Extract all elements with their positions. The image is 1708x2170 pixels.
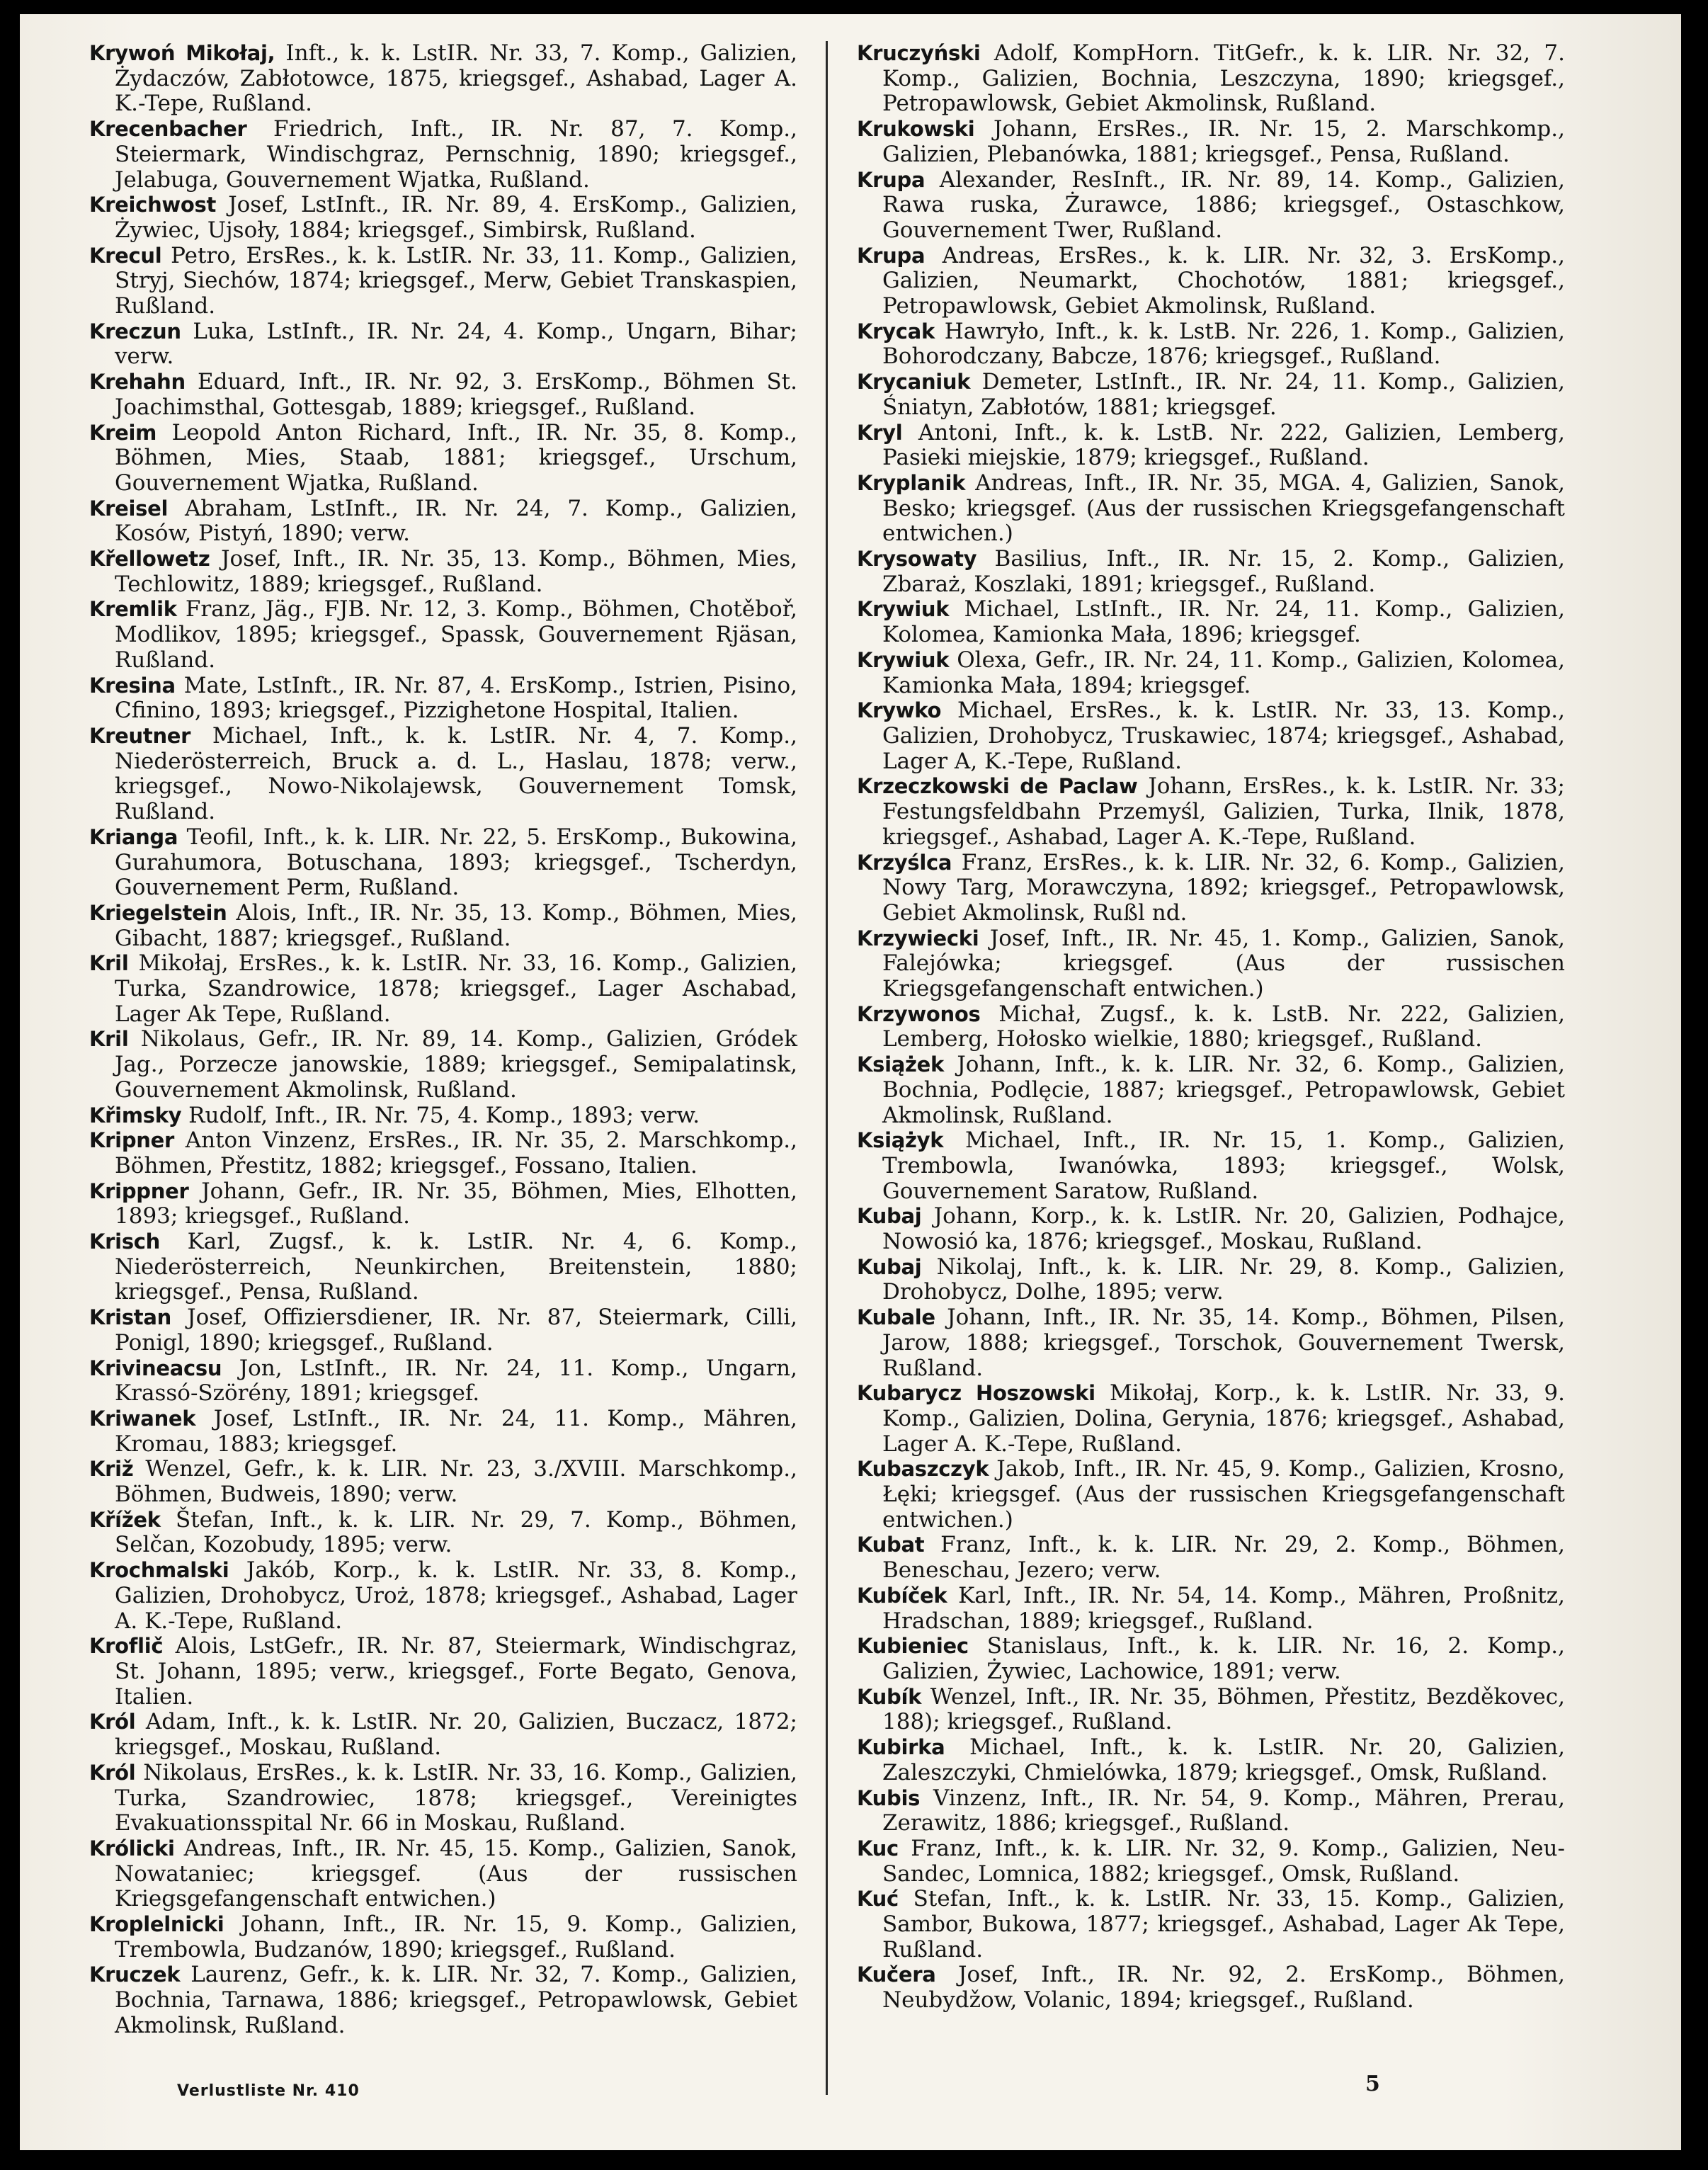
casualty-entry <box>857 168 1565 244</box>
casualty-entry <box>89 1508 797 1558</box>
entry-details: Franz, ErsRes., k. k. LIR. Nr. 32, 6. Komp., Galizien, Nowy Targ, Morawczyna, 1892; kriegsgef., Petropawlowsk, Gebiet Akmolinsk, Rußl nd. <box>882 849 1565 926</box>
entry-details: Hawryło, Inft., k. k. LstB. Nr. 226, 1. Komp., Galizien, Bohorodczany, Babcze, 1876; kriegsgef., Rußland. <box>882 318 1565 370</box>
entry-surname: Krochmalski <box>89 1558 229 1583</box>
entry-surname: Krycak <box>857 319 935 343</box>
entry-details: Alois, LstGefr., IR. Nr. 87, Steiermark, Windischgraz, St. Johann, 1895; verw., kriegsgef., Forte Begato, Genova, Italien. <box>115 1633 797 1710</box>
entry-surname: Kruczyński <box>857 41 981 65</box>
entry-details: Wenzel, Gefr., k. k. LIR. Nr. 23, 3./XVIII. Marschkomp., Böhmen, Budweis, 1890; verw. <box>115 1456 797 1508</box>
casualty-entry <box>857 698 1565 774</box>
entry-surname: Kreutner <box>89 723 191 748</box>
casualty-entry <box>89 193 797 243</box>
casualty-entry <box>857 851 1565 926</box>
casualty-entry <box>89 1558 797 1634</box>
casualty-entry <box>89 496 797 547</box>
entry-surname: Kubíček <box>857 1583 947 1608</box>
entry-details: Johann, Korp., k. k. LstIR. Nr. 20, Galizien, Podhajce, Nowosió ka, 1876; kriegsgef., Moskau, Rußland. <box>882 1203 1565 1255</box>
casualty-entry <box>857 1052 1565 1128</box>
casualty-entry <box>857 1128 1565 1204</box>
entry-surname: Kruczek <box>89 1962 181 1987</box>
casualty-entry <box>857 1735 1565 1785</box>
entry-details: Josef, Inft., IR. Nr. 45, 1. Komp., Galizien, Sanok, Falejówka; kriegsgef. (Aus der russischen Kriegsgefangenschaft entwichen.) <box>882 925 1565 1002</box>
entry-surname: Kubaszczyk <box>857 1457 989 1482</box>
entry-surname: Kryl <box>857 420 903 445</box>
casualty-entry <box>89 370 797 420</box>
entry-details: Andreas, Inft., IR. Nr. 35, MGA. 4, Galizien, Sanok, Besko; kriegsgef. (Aus der russischen Kriegsgefangenschaft entwichen.) <box>882 470 1565 547</box>
casualty-entry <box>89 421 797 496</box>
casualty-entry <box>857 244 1565 319</box>
entry-surname: Kubarycz Hoszowski <box>857 1381 1095 1406</box>
entry-details: Mikołaj, ErsRes., k. k. LstIR. Nr. 33, 16. Komp., Galizien, Turka, Szandrowice, 1878; kriegsgef., Lager Aschabad, Lager Ak Tepe, Rußland. <box>115 950 797 1027</box>
casualty-entry <box>857 1962 1565 2013</box>
casualty-entry <box>89 1962 797 2038</box>
scan-border-top <box>0 0 1708 14</box>
casualty-entry <box>857 1533 1565 1583</box>
entry-details: Adam, Inft., k. k. LstIR. Nr. 20, Galizien, Buczacz, 1872; kriegsgef., Moskau, Rußland. <box>115 1709 797 1761</box>
entry-surname: Kubík <box>857 1684 922 1709</box>
entry-details: Franz, Inft., k. k. LIR. Nr. 32, 9. Komp., Galizien, Neu-Sandec, Lomnica, 1882; kriegsgef., Omsk, Rußland. <box>882 1835 1565 1887</box>
entry-details: Antoni, Inft., k. k. LstB. Nr. 222, Galizien, Lemberg, Pasieki miejskie, 1879; kriegsgef., Rußland. <box>882 419 1565 471</box>
entry-surname: Krywoń Mikołaj, <box>89 41 275 65</box>
casualty-entry <box>857 319 1565 370</box>
entry-surname: Kremlik <box>89 597 177 622</box>
entry-details: Eduard, Inft., IR. Nr. 92, 3. ErsKomp., Böhmen St. Joachimsthal, Gottesgab, 1889; kriegsgef., Rußland. <box>115 369 797 420</box>
entry-details: Alois, Inft., IR. Nr. 35, 13. Komp., Böhmen, Mies, Gibacht, 1887; kriegsgef., Rußland. <box>115 899 797 951</box>
entry-details: Michael, Inft., k. k. LstIR. Nr. 4, 7. Komp., Niederösterreich, Bruck a. d. L., Haslau, 1878; verw., kriegsgef., Nowo-Nikolajewsk, Gouvernement Tomsk, Rußland. <box>115 722 797 825</box>
entry-surname: Kubaj <box>857 1254 922 1279</box>
casualty-entry <box>857 1786 1565 1836</box>
entry-surname: Krivineacsu <box>89 1356 222 1380</box>
left-column <box>89 41 797 2039</box>
entry-surname: Kryplanik <box>857 470 966 495</box>
entry-surname: Król <box>89 1760 136 1785</box>
entry-details: Johann, Gefr., IR. Nr. 35, Böhmen, Mies, Elhotten, 1893; kriegsgef., Rußland. <box>115 1178 797 1229</box>
casualty-entry <box>89 244 797 319</box>
casualty-entry <box>89 724 797 825</box>
casualty-entry <box>857 1381 1565 1457</box>
column-divider <box>826 41 828 2095</box>
casualty-entry <box>89 1103 797 1129</box>
entry-surname: Kreichwost <box>89 193 217 217</box>
casualty-entry <box>89 1710 797 1760</box>
scan-border-left <box>0 0 20 2170</box>
casualty-entry <box>89 597 797 673</box>
entry-details: Josef, Offiziersdiener, IR. Nr. 87, Steiermark, Cilli, Ponigl, 1890; kriegsgef., Rußland. <box>115 1305 797 1356</box>
entry-details: Karl, Zugsf., k. k. LstIR. Nr. 4, 6. Komp., Niederösterreich, Neunkirchen, Breitenstein, 1880; kriegsgef., Pensa, Rußland. <box>115 1229 797 1305</box>
entry-details: Josef, LstInft., IR. Nr. 89, 4. ErsKomp., Galizien, Żywiec, Ujsoły, 1884; kriegsgef., Simbirsk, Rußland. <box>115 192 797 243</box>
entry-details: Stefan, Inft., k. k. LstIR. Nr. 33, 15. Komp., Galizien, Sambor, Bukowa, 1877; kriegsgef., Ashabad, Lager Ak Tepe, Rußland. <box>882 1886 1565 1962</box>
entry-surname: Kubaj <box>857 1204 922 1229</box>
casualty-entry <box>857 117 1565 167</box>
entry-details: Adolf, KompHorn. TitGefr., k. k. LIR. Nr. 32, 7. Komp., Galizien, Bochnia, Leszczyna, 1890; kriegsgef., Petropawlowsk, Gebiet Akmolinsk, Rußland. <box>882 40 1565 117</box>
entry-surname: Kubale <box>857 1305 935 1330</box>
entry-surname: Kubat <box>857 1533 925 1557</box>
entry-surname: Kroplelnicki <box>89 1912 224 1937</box>
entry-surname: Kuć <box>857 1887 899 1911</box>
entry-surname: Kripner <box>89 1128 174 1153</box>
entry-surname: Kriwanek <box>89 1406 196 1431</box>
casualty-entry <box>89 1761 797 1836</box>
entry-surname: Kristan <box>89 1305 171 1330</box>
entry-details: Michael, Inft., IR. Nr. 15, 1. Komp., Galizien, Trembowla, Iwanówka, 1893; kriegsgef., Wolsk, Gouvernement Saratow, Rußland. <box>882 1127 1565 1204</box>
entry-details: Alexander, ResInft., IR. Nr. 89, 14. Komp., Galizien, Rawa ruska, Żurawce, 1886; kriegsgef., Ostaschkow, Gouvernement Twer, Rußland. <box>882 166 1565 243</box>
entry-surname: Krzyślca <box>857 850 952 875</box>
entry-surname: Krupa <box>857 167 926 192</box>
entry-details: Anton Vinzenz, ErsRes., IR. Nr. 35, 2. Marschkomp., Böhmen, Přestitz, 1882; kriegsgef., Fossano, Italien. <box>115 1127 797 1178</box>
casualty-entry <box>89 1634 797 1710</box>
entry-details: Michael, LstInft., IR. Nr. 24, 11. Komp., Galizien, Kolomea, Kamionka Mała, 1896; kriegsgef. <box>882 596 1565 648</box>
casualty-entry <box>89 1179 797 1229</box>
entry-details: Michał, Zugsf., k. k. LstB. Nr. 222, Galizien, Lemberg, Hołosko wielkie, 1880; kriegsgef., Rußland. <box>882 1001 1565 1052</box>
entry-surname: Křimsky <box>89 1103 182 1127</box>
entry-details: Andreas, Inft., IR. Nr. 45, 15. Komp., Galizien, Sanok, Nowataniec; kriegsgef. (Aus der russischen Kriegsgefangenschaft entwichen.) <box>115 1835 797 1912</box>
entry-details: Luka, LstInft., IR. Nr. 24, 4. Komp., Ungarn, Bihar; verw. <box>115 318 797 370</box>
entry-details: Abraham, LstInft., IR. Nr. 24, 7. Komp., Galizien, Kosów, Pistyń, 1890; verw. <box>115 495 797 547</box>
entry-details: Jakob, Inft., IR. Nr. 45, 9. Komp., Galizien, Krosno, Łęki; kriegsgef. (Aus der russischen Kriegsgefangenschaft entwichen.) <box>882 1456 1565 1533</box>
entry-surname: Krycaniuk <box>857 370 971 394</box>
entry-details: Karl, Inft., IR. Nr. 54, 14. Komp., Mähren, Proßnitz, Hradschan, 1889; kriegsgef., Rußland. <box>882 1582 1565 1634</box>
entry-surname: Krzywiecki <box>857 926 979 950</box>
scan-border-bottom <box>0 2150 1708 2170</box>
casualty-entry <box>89 1912 797 1962</box>
casualty-entry <box>857 41 1565 117</box>
entry-surname: Krisch <box>89 1229 161 1254</box>
casualty-entry <box>857 1002 1565 1052</box>
entry-details: Josef, Inft., IR. Nr. 92, 2. ErsKomp., Böhmen, Neubydžow, Volanic, 1894; kriegsgef., Rußland. <box>882 1962 1565 2013</box>
entry-details: Friedrich, Inft., IR. Nr. 87, 7. Komp., Steiermark, Windischgraz, Pernschnig, 1890; kriegsgef., Jelabuga, Gouvernement Wjatka, Rußland. <box>115 116 797 193</box>
entry-surname: Kreisel <box>89 496 169 521</box>
casualty-entry <box>857 648 1565 698</box>
entry-details: Leopold Anton Richard, Inft., IR. Nr. 35, 8. Komp., Böhmen, Mies, Staab, 1881; kriegsgef., Urschum, Gouvernement Wjatka, Rußland. <box>115 419 797 496</box>
entry-surname: Kreim <box>89 420 157 445</box>
casualty-entry <box>89 1229 797 1305</box>
entry-surname: Křížek <box>89 1507 161 1532</box>
page-number: 5 <box>1365 2072 1380 2096</box>
entry-surname: Krywko <box>857 698 942 723</box>
entry-details: Michael, ErsRes., k. k. LstIR. Nr. 33, 13. Komp., Galizien, Drohobycz, Truskawiec, 1874; kriegsgef., Ashabad, Lager A, K.-Tepe, Rußland. <box>882 698 1565 774</box>
casualty-entry <box>857 1457 1565 1533</box>
entry-details: Franz, Jäg., FJB. Nr. 12, 3. Komp., Böhmen, Chotěboř, Modlikov, 1895; kriegsgef., Spassk, Gouvernement Rjäsan, Rußland. <box>115 596 797 673</box>
entry-surname: Krywiuk <box>857 647 950 672</box>
entry-details: Josef, LstInft., IR. Nr. 24, 11. Komp., Mähren, Kromau, 1883; kriegsgef. <box>115 1405 797 1457</box>
entry-surname: Kriegelstein <box>89 900 227 925</box>
entry-details: Jakób, Korp., k. k. LstIR. Nr. 33, 8. Komp., Galizien, Drohobycz, Uroż, 1878; kriegsgef., Ashabad, Lager A. K.-Tepe, Rußland. <box>115 1557 797 1634</box>
entry-details: Johann, Inft., IR. Nr. 15, 9. Komp., Galizien, Trembowla, Budzanów, 1890; kriegsgef., Rußland. <box>115 1911 797 1962</box>
entry-details: Mate, LstInft., IR. Nr. 87, 4. ErsKomp., Istrien, Pisino, Cfinino, 1893; kriegsgef., Pizzighetone Hospital, Italien. <box>115 672 797 724</box>
entry-surname: Krippner <box>89 1178 189 1203</box>
entry-surname: Kuc <box>857 1836 899 1861</box>
casualty-entry <box>857 1584 1565 1634</box>
casualty-entry <box>857 471 1565 547</box>
casualty-entry <box>857 1685 1565 1735</box>
casualty-entry <box>857 1887 1565 1962</box>
casualty-entry <box>89 1407 797 1457</box>
entry-details: Inft., k. k. LstIR. Nr. 33, 7. Komp., Galizien, Żydaczów, Zabłotowce, 1875, kriegsgef., Ashabad, Lager A. K.-Tepe, Rußland. <box>115 40 798 117</box>
entry-details: Nikolaus, Gefr., IR. Nr. 89, 14. Komp., Galizien, Gródek Jag., Porzecze janowskie, 1889; kriegsgef., Semipalatinsk, Gouvernement Akmolinsk, Rußland. <box>115 1026 797 1103</box>
casualty-entry <box>89 1836 797 1912</box>
entry-surname: Kubieniec <box>857 1634 969 1659</box>
entry-details: Vinzenz, Inft., IR. Nr. 54, 9. Komp., Mähren, Prerau, Zerawitz, 1886; kriegsgef., Rußland. <box>882 1785 1565 1836</box>
list-label: Verlustliste Nr. 410 <box>177 2082 360 2100</box>
casualty-entry <box>89 674 797 724</box>
entry-surname: Książek <box>857 1052 944 1077</box>
casualty-entry <box>857 1836 1565 1887</box>
entry-surname: Krecenbacher <box>89 117 247 142</box>
entry-details: Johann, Inft., IR. Nr. 35, 14. Komp., Böhmen, Pilsen, Jarow, 1888; kriegsgef., Torschok, Gouvernement Twersk, Rußland. <box>882 1305 1565 1381</box>
casualty-entry <box>89 1027 797 1103</box>
right-column <box>857 41 1565 2013</box>
casualty-entry <box>89 825 797 901</box>
entry-details: Nikolaus, ErsRes., k. k. LstIR. Nr. 33, 16. Komp., Galizien, Turka, Szandrowiec, 1878; kriegsgef., Vereinigtes Evakuationsspital Nr. 66 in Moskau, Rußland. <box>115 1759 797 1836</box>
casualty-entry <box>857 547 1565 597</box>
entry-surname: Kril <box>89 1027 129 1052</box>
casualty-entry <box>89 1356 797 1407</box>
entry-surname: Krywiuk <box>857 597 950 622</box>
entry-surname: Krianga <box>89 824 178 849</box>
entry-surname: Kubis <box>857 1785 921 1810</box>
casualty-entry <box>857 1634 1565 1684</box>
casualty-entry <box>89 41 797 117</box>
entry-details: Johann, ErsRes., IR. Nr. 15, 2. Marschkomp., Galizien, Plebanówka, 1881; kriegsgef., Pensa, Rußland. <box>882 116 1565 167</box>
entry-details: Johann, Inft., k. k. LIR. Nr. 32, 6. Komp., Galizien, Bochnia, Podlęcie, 1887; kriegsgef., Petropawlowsk, Gebiet Akmolinsk, Rußland. <box>882 1052 1565 1128</box>
casualty-entry <box>89 1457 797 1507</box>
entry-surname: Kubirka <box>857 1735 945 1760</box>
entry-surname: Kučera <box>857 1962 936 1987</box>
entry-surname: Krupa <box>857 243 926 268</box>
entry-details: Stanislaus, Inft., k. k. LIR. Nr. 16, 2. Komp., Galizien, Żywiec, Lachowice, 1891; verw. <box>882 1633 1565 1684</box>
entry-surname: Kreczun <box>89 319 181 343</box>
casualty-entry <box>89 547 797 597</box>
casualty-entry <box>857 1255 1565 1305</box>
entry-details: Demeter, LstInft., IR. Nr. 24, 11. Komp., Galizien, Śniatyn, Zabłotów, 1881; kriegsgef. <box>882 369 1565 420</box>
entry-details: Johann, ErsRes., k. k. LstIR. Nr. 33; Festungsfeldbahn Przemyśl, Galizien, Turka, Ilnik, 1878, kriegsgef., Ashabad, Lager A. K.-Tepe, Rußland. <box>882 773 1565 850</box>
entry-surname: Krysowaty <box>857 547 977 572</box>
casualty-entry <box>857 370 1565 420</box>
casualty-entry <box>89 951 797 1027</box>
entry-details: Andreas, ErsRes., k. k. LIR. Nr. 32, 3. ErsKomp., Galizien, Neumarkt, Chochotów, 1881; kriegsgef., Petropawlowsk, Gebiet Akmolinsk, Rußland. <box>882 242 1565 319</box>
entry-surname: Krehahn <box>89 370 186 394</box>
casualty-entry <box>857 597 1565 647</box>
entry-surname: Krecul <box>89 243 162 268</box>
entry-surname: Królicki <box>89 1836 175 1861</box>
casualty-entry <box>857 774 1565 850</box>
casualty-entry <box>89 1128 797 1178</box>
entry-details: Josef, Inft., IR. Nr. 35, 13. Komp., Böhmen, Mies, Techlowitz, 1889; kriegsgef., Rußland. <box>115 546 797 597</box>
entry-details: Jon, LstInft., IR. Nr. 24, 11. Komp., Ungarn, Krassó-Szörény, 1891; kriegsgef. <box>115 1355 797 1407</box>
entry-surname: Kresina <box>89 673 176 698</box>
entry-surname: Krzywonos <box>857 1001 981 1026</box>
entry-details: Wenzel, Inft., IR. Nr. 35, Böhmen, Přestitz, Bezděkovec, 188); kriegsgef., Rußland. <box>882 1683 1565 1735</box>
entry-surname: Křellowetz <box>89 547 210 572</box>
casualty-entry <box>857 926 1565 1002</box>
entry-details: Laurenz, Gefr., k. k. LIR. Nr. 32, 7. Komp., Galizien, Bochnia, Tarnawa, 1886; kriegsgef., Petropawlowsk, Gebiet Akmolinsk, Rußland. <box>115 1962 797 2038</box>
entry-details: Michael, Inft., k. k. LstIR. Nr. 20, Galizien, Zaleszczyki, Chmielówka, 1879; kriegsgef., Omsk, Rußland. <box>882 1734 1565 1785</box>
casualty-entry <box>89 1305 797 1356</box>
casualty-entry <box>89 901 797 951</box>
casualty-entry <box>857 1204 1565 1254</box>
casualty-entry <box>89 319 797 370</box>
entry-surname: Krzeczkowski de Paclaw <box>857 774 1138 799</box>
entry-surname: Križ <box>89 1457 134 1482</box>
entry-details: Teofil, Inft., k. k. LIR. Nr. 22, 5. ErsKomp., Bukowina, Gurahumora, Botuschana, 1893; kriegsgef., Tscherdyn, Gouvernement Perm, Rußland. <box>115 824 797 901</box>
entry-surname: Książyk <box>857 1128 944 1153</box>
entry-details: Franz, Inft., k. k. LIR. Nr. 29, 2. Komp., Böhmen, Beneschau, Jezero; verw. <box>882 1532 1565 1584</box>
entry-surname: Król <box>89 1710 136 1734</box>
entry-details: Štefan, Inft., k. k. LIR. Nr. 29, 7. Komp., Böhmen, Selčan, Kozobudy, 1895; verw. <box>115 1506 797 1558</box>
entry-details: Olexa, Gefr., IR. Nr. 24, 11. Komp., Galizien, Kolomea, Kamionka Mała, 1894; kriegsgef. <box>882 647 1565 698</box>
casualty-entry <box>857 421 1565 471</box>
entry-surname: Krukowski <box>857 117 975 142</box>
entry-details: Mikołaj, Korp., k. k. LstIR. Nr. 33, 9. Komp., Galizien, Dolina, Gerynia, 1876; kriegsgef., Ashabad, Lager A. K.-Tepe, Rußland. <box>882 1380 1565 1457</box>
scan-border-right <box>1681 0 1708 2170</box>
casualty-entry <box>89 117 797 193</box>
entry-details: Basilius, Inft., IR. Nr. 15, 2. Komp., Galizien, Zbaraż, Koszlaki, 1891; kriegsgef., Rußland. <box>882 546 1565 597</box>
casualty-entry <box>857 1305 1565 1381</box>
entry-details: Rudolf, Inft., IR. Nr. 75, 4. Komp., 1893; verw. <box>181 1102 700 1128</box>
entry-details: Nikolaj, Inft., k. k. LIR. Nr. 29, 8. Komp., Galizien, Drohobycz, Dolhe, 1895; verw. <box>882 1254 1565 1305</box>
entry-surname: Kroflič <box>89 1634 164 1659</box>
entry-details: Petro, ErsRes., k. k. LstIR. Nr. 33, 11. Komp., Galizien, Stryj, Siechów, 1874; kriegsgef., Merw, Gebiet Transkaspien, Rußland. <box>115 242 797 319</box>
entry-surname: Kril <box>89 951 129 976</box>
